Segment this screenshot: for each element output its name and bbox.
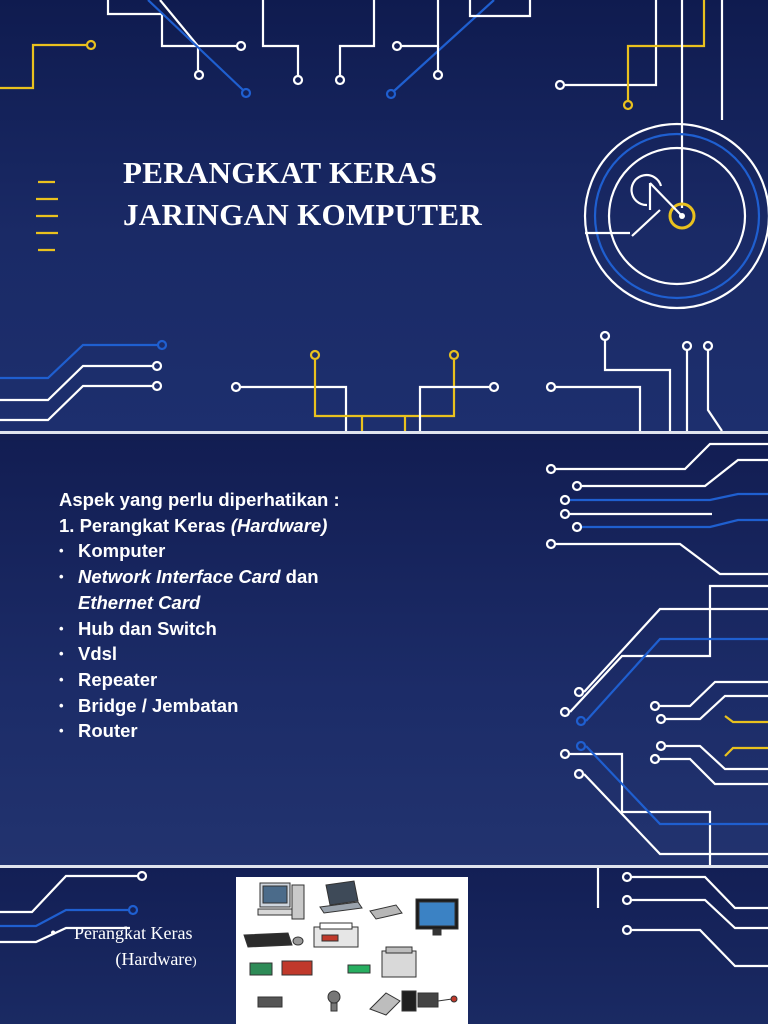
title-slide — [0, 0, 768, 431]
caption-line-1: Perangkat Keras — [74, 923, 193, 943]
subheading-italic: (Hardware) — [230, 514, 328, 536]
bullet-icon: • — [59, 723, 64, 739]
list-item-text: Vdsl — [78, 643, 118, 665]
content-subheading — [59, 513, 340, 539]
bullet-icon: • — [59, 569, 64, 585]
hardware-list — [59, 538, 340, 744]
bullet-icon: • — [59, 697, 64, 713]
title-line-2: JARINGAN KOMPUTER — [123, 197, 483, 232]
slide-title — [123, 152, 482, 236]
list-item-text: dan — [280, 566, 319, 588]
content-text — [59, 487, 340, 744]
list-item-text: Router — [78, 720, 138, 742]
hardware-collage-icon — [236, 877, 468, 1024]
list-item-continuation — [59, 590, 340, 616]
bullet-icon: • — [59, 543, 64, 559]
list-item — [59, 564, 340, 590]
list-item — [59, 538, 340, 564]
content-slide — [0, 434, 768, 865]
caption-line-2-text: (Hardware — [115, 949, 193, 969]
caption-line-2-end: ) — [192, 953, 197, 968]
caption-line-2 — [48, 946, 238, 974]
title-line-1: PERANGKAT KERAS — [123, 155, 438, 190]
list-item-italic: Ethernet Card — [78, 591, 201, 613]
bullet-icon: • — [59, 671, 64, 687]
content-heading: Aspek yang perlu diperhatikan : — [59, 489, 340, 510]
list-item — [59, 667, 340, 693]
list-item-text: Repeater — [78, 668, 158, 690]
list-item-text: Bridge / Jembatan — [78, 694, 239, 716]
list-item — [59, 616, 340, 642]
list-item-text: Komputer — [78, 540, 166, 562]
list-item-italic: Network Interface Card — [78, 566, 281, 588]
list-item — [59, 693, 340, 719]
list-item-text: Hub dan Switch — [78, 617, 217, 639]
caption-bullet — [48, 920, 238, 946]
list-item — [59, 641, 340, 667]
bullet-icon: • — [59, 646, 64, 662]
list-item — [59, 718, 340, 744]
hardware-slide — [0, 868, 768, 1024]
subheading-prefix: 1. Perangkat Keras — [59, 514, 231, 536]
bullet-icon: • — [59, 620, 64, 636]
hardware-collage-image — [236, 877, 468, 1024]
hardware-caption — [48, 920, 238, 974]
bullet-icon: • — [50, 923, 57, 943]
